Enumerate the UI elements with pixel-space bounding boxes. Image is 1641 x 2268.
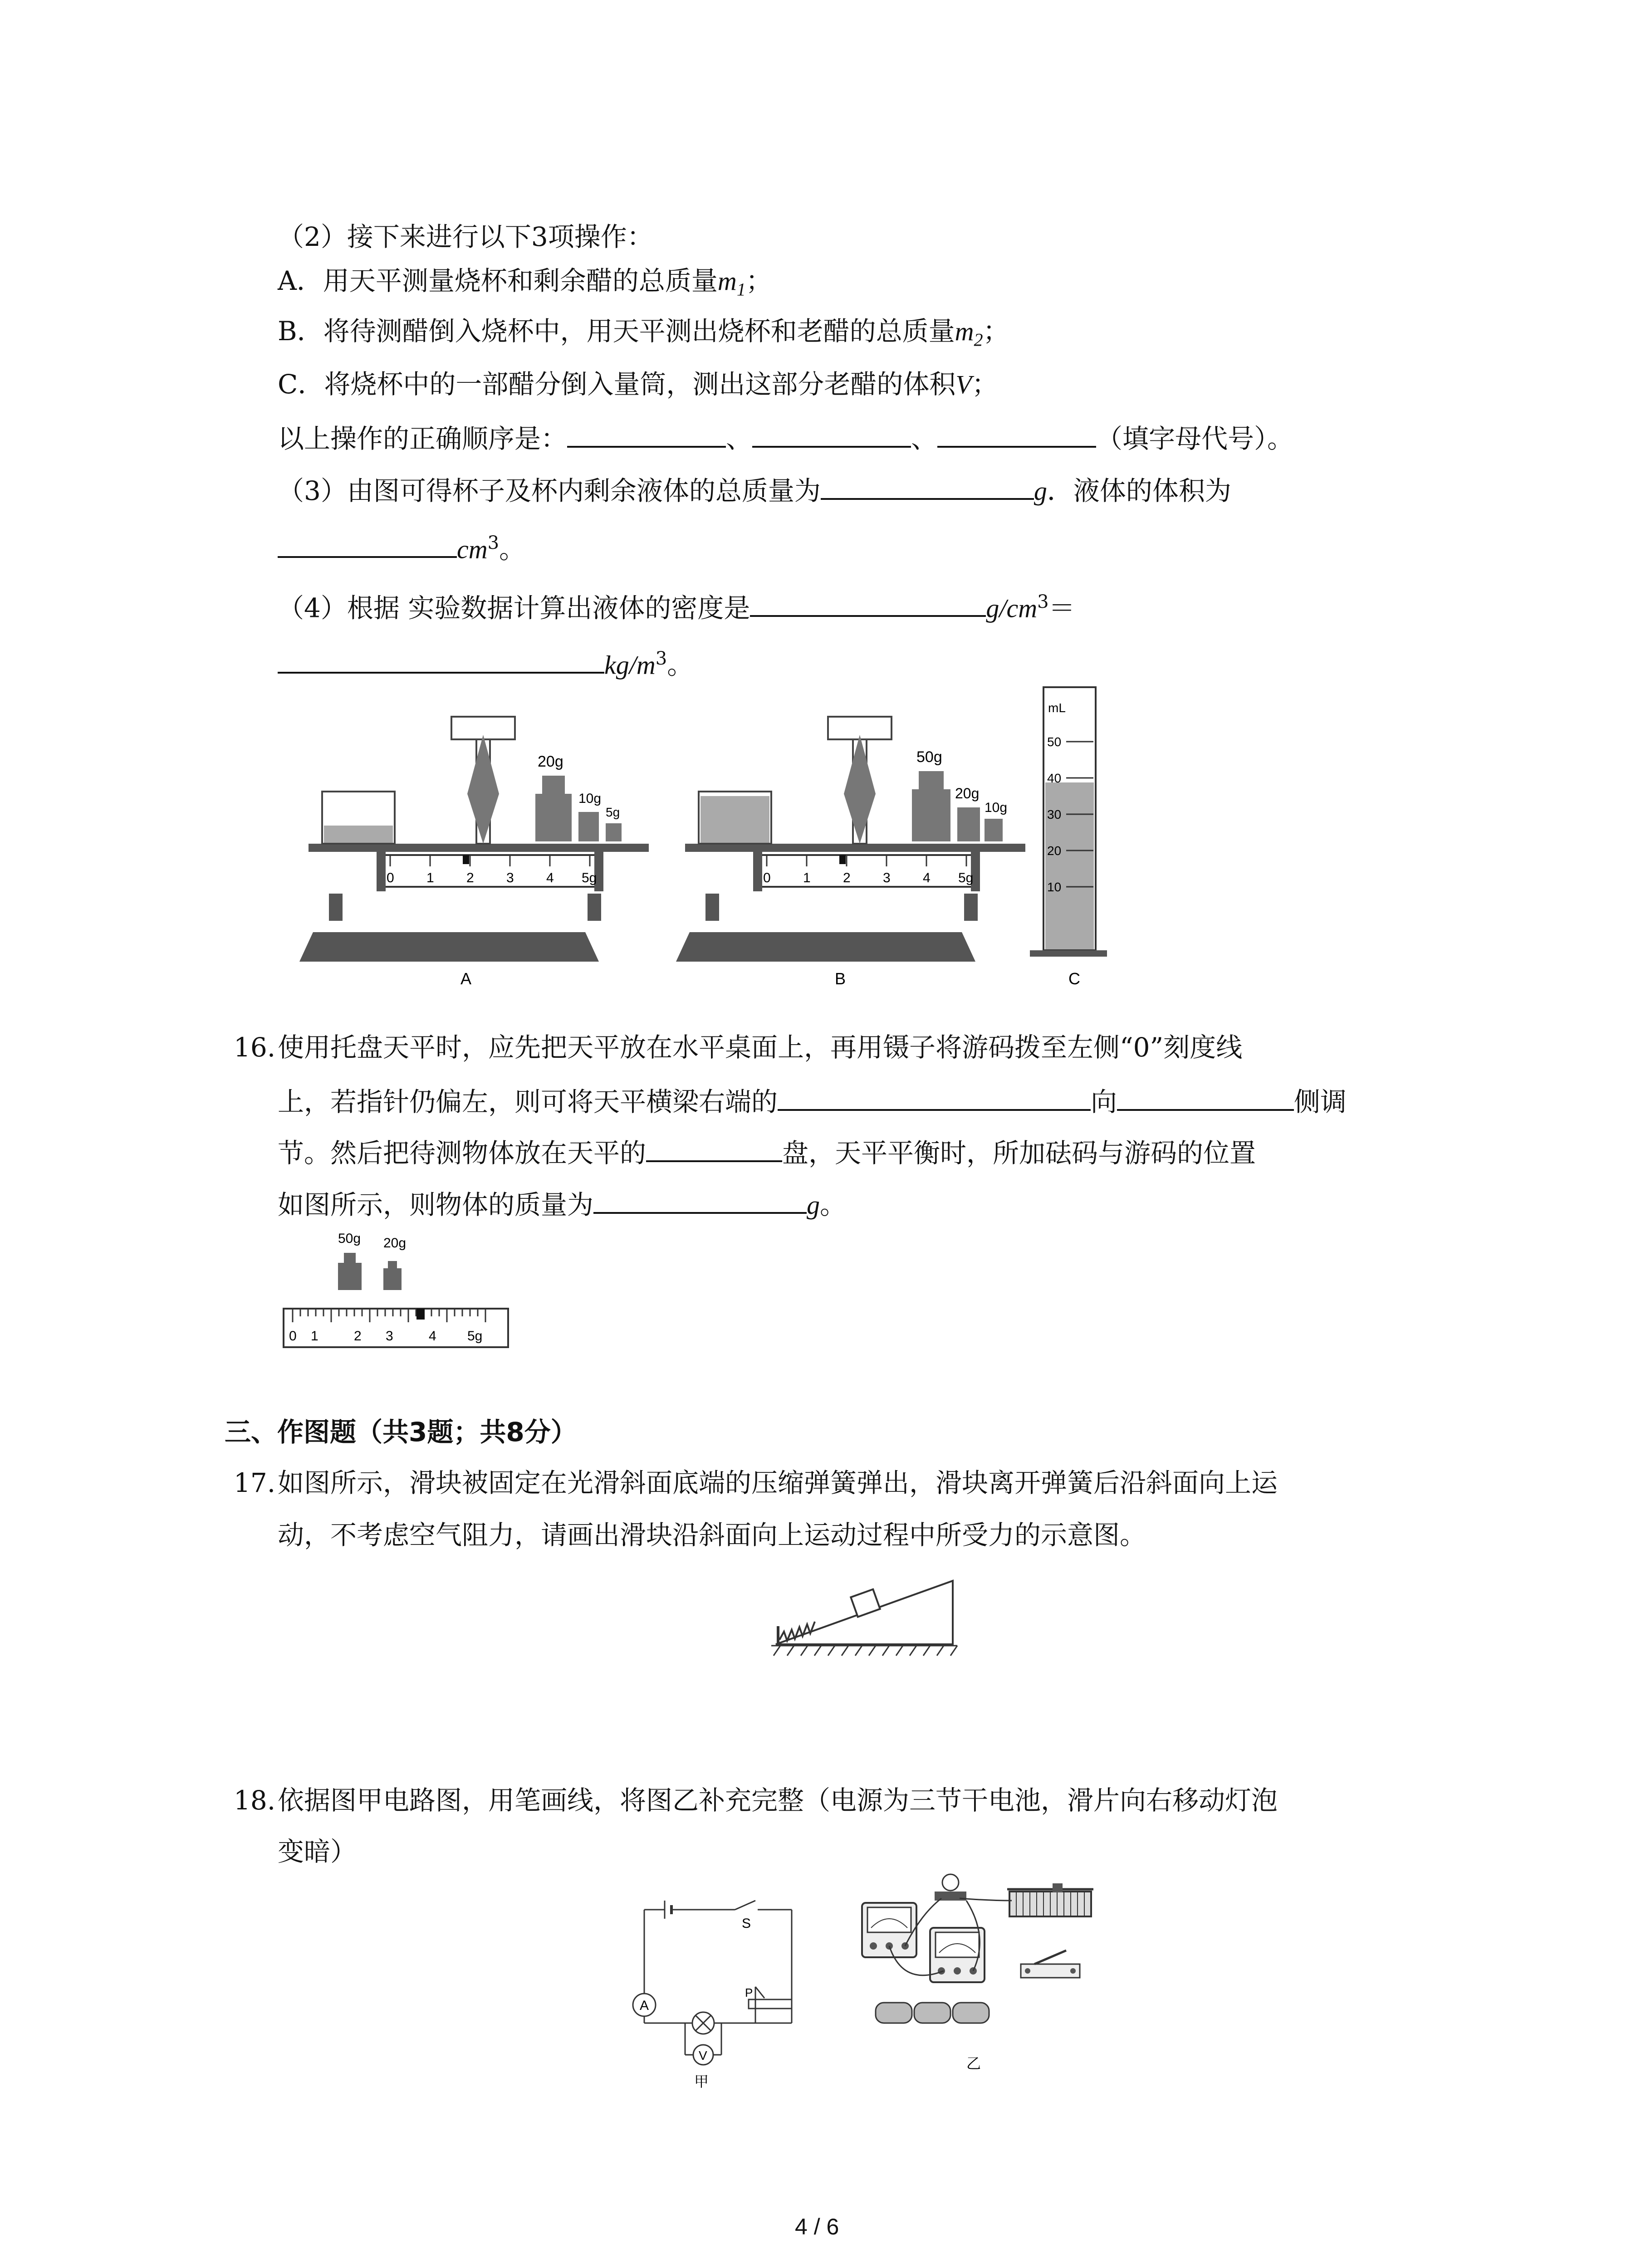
weight-a-2: 5g: [606, 805, 620, 819]
battery-pack: [876, 2003, 989, 2023]
ruler-b-tick-5: 5g: [958, 870, 974, 885]
q16-line-2-mid: 向: [1091, 1086, 1117, 1117]
ruler-b-tick-0: 0: [763, 870, 771, 885]
q16-line-2-text: 上，若指针仍偏左，则可将天平横梁右端的: [278, 1086, 778, 1117]
slider-block: [851, 1589, 880, 1617]
q15-opC-text: C．将烧杯中的一部醋分倒入量筒，测出这部分老醋的体积: [278, 369, 956, 400]
q15-operation-a: [278, 264, 772, 307]
q15-part4-line: [278, 585, 1075, 625]
rheostat-device: [1007, 1883, 1093, 1916]
voltmeter-device: [930, 1928, 985, 1982]
q16-line-3: [278, 1134, 1256, 1170]
q15-volume-end: 。: [499, 533, 526, 565]
q17-number: 17.: [234, 1467, 276, 1498]
ruler-b-tick-3: 3: [883, 870, 891, 885]
q15-order-blank-2[interactable]: [752, 420, 911, 448]
q15-volume-unit: cm: [457, 534, 488, 564]
q16-line-3-text: 节。然后把待测物体放在天平的: [278, 1138, 647, 1168]
q15-order-sep-1: 、: [726, 423, 753, 454]
q16-ruler-tick-2: 2: [354, 1329, 362, 1344]
q16-blank-part[interactable]: [778, 1083, 1091, 1111]
page-number: 4 / 6: [795, 2214, 839, 2239]
q15-opA-text: A．用天平测量烧杯和剩余醋的总质量: [278, 265, 718, 296]
fig-label-b: B: [835, 969, 846, 988]
q15-opC-end: ；: [971, 369, 998, 400]
q16-mass-unit: g: [807, 1190, 820, 1220]
cylinder-tick-10: 10: [1047, 880, 1062, 894]
q16-blank-mass[interactable]: [593, 1186, 807, 1214]
q15-part4-text: （4）根据 实验数据计算出液体的密度是: [278, 592, 750, 624]
q18-line-2: 变暗）: [278, 1836, 357, 1867]
weight-b-1: 20g: [955, 785, 980, 802]
slider-label: P: [745, 1986, 753, 1999]
ruler-a-tick-5: 5g: [582, 870, 597, 885]
q17-line-1: 如图所示，滑块被固定在光滑斜面底端的压缩弹簧弹出，滑块离开弹簧后沿斜面向上运: [278, 1467, 1278, 1498]
q15-density-line-2: [278, 642, 693, 682]
label-jia: 甲: [694, 2073, 709, 2090]
q15-figure: [281, 680, 1161, 989]
section-3-title: 三、作图题（共3题；共8分）: [225, 1417, 577, 1447]
q15-order-blank-3[interactable]: [937, 420, 1096, 448]
q16-line-3-end: 盘，天平平衡时，所加砝码与游码的位置: [782, 1138, 1256, 1168]
ruler-a-tick-0: 0: [387, 870, 394, 885]
ruler-a-tick-1: 1: [426, 870, 434, 885]
ammeter-label: A: [640, 1998, 649, 2013]
q16-number: 16.: [234, 1032, 276, 1063]
q16-blank-direction[interactable]: [1117, 1083, 1294, 1111]
q16-ruler-tick-1: 1: [311, 1329, 318, 1344]
ground-hatching: [771, 1646, 957, 1656]
ruler-a-tick-4: 4: [546, 870, 554, 885]
cylinder-unit: mL: [1048, 701, 1066, 715]
q15-order-line: [278, 420, 1293, 455]
q16-ruler-tick-0: 0: [289, 1329, 297, 1344]
ammeter-device: [862, 1903, 916, 1957]
q15-density-blank-1[interactable]: [750, 589, 986, 617]
q15-opC-var: V: [955, 370, 972, 399]
graduated-cylinder-c: [1030, 687, 1107, 988]
q16-line-2: [278, 1083, 1347, 1119]
weight-b-0: 50g: [916, 748, 942, 766]
weight-b-2: 10g: [985, 800, 1008, 815]
q16-weight-50g: 50g: [338, 1231, 361, 1246]
q15-part3-line: [278, 472, 1231, 508]
q15-density-sup: 3: [1037, 591, 1049, 612]
q16-ruler-tick-5: 5g: [467, 1329, 483, 1344]
cylinder-tick-20: 20: [1047, 844, 1062, 858]
q16-line-4-end: 。: [820, 1189, 847, 1220]
q17-line-2: 动，不考虑空气阻力，请画出滑块沿斜面向上运动过程中所受力的示意图。: [278, 1520, 1146, 1550]
q18-number: 18.: [234, 1785, 276, 1816]
q15-mass-unit: g: [1034, 476, 1047, 506]
q15-opB-var: m: [955, 317, 974, 346]
q15-opB-text: B．将待测醋倒入烧杯中，用天平测出烧杯和老醋的总质量: [278, 316, 955, 347]
q18-physical-setup-yi: [853, 1873, 1098, 2073]
balance-b: [676, 717, 1025, 988]
weight-a-0: 20g: [538, 753, 563, 770]
q15-volume-blank[interactable]: [278, 530, 457, 558]
q15-density-blank-2[interactable]: [278, 645, 604, 674]
ruler-b-tick-2: 2: [843, 870, 851, 885]
compressed-spring: [779, 1622, 815, 1641]
q15-part3-mid: ．液体的体积为: [1047, 475, 1231, 506]
q16-ruler-tick-4: 4: [429, 1329, 436, 1344]
q16-blank-pan[interactable]: [646, 1134, 782, 1162]
bulb-device: [935, 1874, 966, 1901]
q15-volume-sup: 3: [487, 533, 500, 553]
ruler-b-tick-1: 1: [803, 870, 811, 885]
q15-opA-var: m: [717, 266, 737, 296]
ruler-a-tick-2: 2: [466, 870, 474, 885]
q17-incline-figure: [767, 1572, 971, 1662]
q15-density-unit: g/cm: [986, 593, 1038, 623]
q15-order-prompt: 以上操作的正确顺序是：: [278, 423, 568, 454]
q15-density-eq: ＝: [1048, 592, 1075, 624]
cylinder-tick-40: 40: [1047, 771, 1062, 785]
q16-line-1: 使用托盘天平时，应先把天平放在水平桌面上，再用镊子将游码拨至左侧“0”刻度线: [278, 1032, 1243, 1063]
q16-line-2-end: 侧调: [1294, 1086, 1347, 1117]
ruler-b-tick-4: 4: [923, 870, 931, 885]
q15-density-sup-2: 3: [655, 648, 667, 669]
weight-a-1: 10g: [578, 791, 602, 806]
switch-label: S: [742, 1916, 751, 1931]
label-yi: 乙: [966, 2055, 981, 2072]
q15-opB-end: ；: [983, 316, 1009, 347]
q16-ruler-tick-3: 3: [386, 1329, 393, 1344]
q15-order-hint: （填字母代号）。: [1096, 423, 1294, 454]
q15-volume-line: [278, 526, 525, 566]
q16-line-4: [278, 1186, 846, 1222]
q16-weight-20g: 20g: [383, 1236, 407, 1251]
switch-device: [1021, 1950, 1080, 1978]
q15-part3-text: （3）由图可得杯子及杯内剩余液体的总质量为: [278, 475, 821, 506]
q15-order-blank-1[interactable]: [567, 420, 726, 448]
q15-density-unit-2: kg/m: [604, 650, 656, 680]
q15-density-end: 。: [667, 649, 694, 680]
q15-mass-blank[interactable]: [821, 472, 1034, 500]
q15-opA-end: ；: [745, 265, 772, 296]
ruler-a-tick-3: 3: [506, 870, 514, 885]
cylinder-tick-50: 50: [1047, 735, 1062, 749]
fig-label-a: A: [460, 969, 472, 988]
balance-a: [299, 717, 649, 988]
q15-opA-sub: 1: [736, 279, 746, 300]
q18-circuit-diagram-jia: [626, 1882, 817, 2090]
fig-label-c: C: [1068, 969, 1080, 988]
q16-figure: [279, 1225, 515, 1352]
cylinder-tick-30: 30: [1047, 807, 1062, 821]
q18-line-1: 依据图甲电路图，用笔画线，将图乙补充完整（电源为三节干电池，滑片向右移动灯泡: [278, 1785, 1278, 1816]
q15-part2-intro: （2）接下来进行以下3项操作：: [278, 221, 653, 252]
q15-order-sep-2: 、: [911, 423, 938, 454]
q15-operation-c: [278, 367, 998, 401]
voltmeter-label: V: [699, 2048, 707, 2063]
q15-opB-sub: 2: [974, 329, 983, 350]
q15-operation-b: [278, 314, 1009, 357]
q16-line-4-text: 如图所示，则物体的质量为: [278, 1189, 594, 1220]
